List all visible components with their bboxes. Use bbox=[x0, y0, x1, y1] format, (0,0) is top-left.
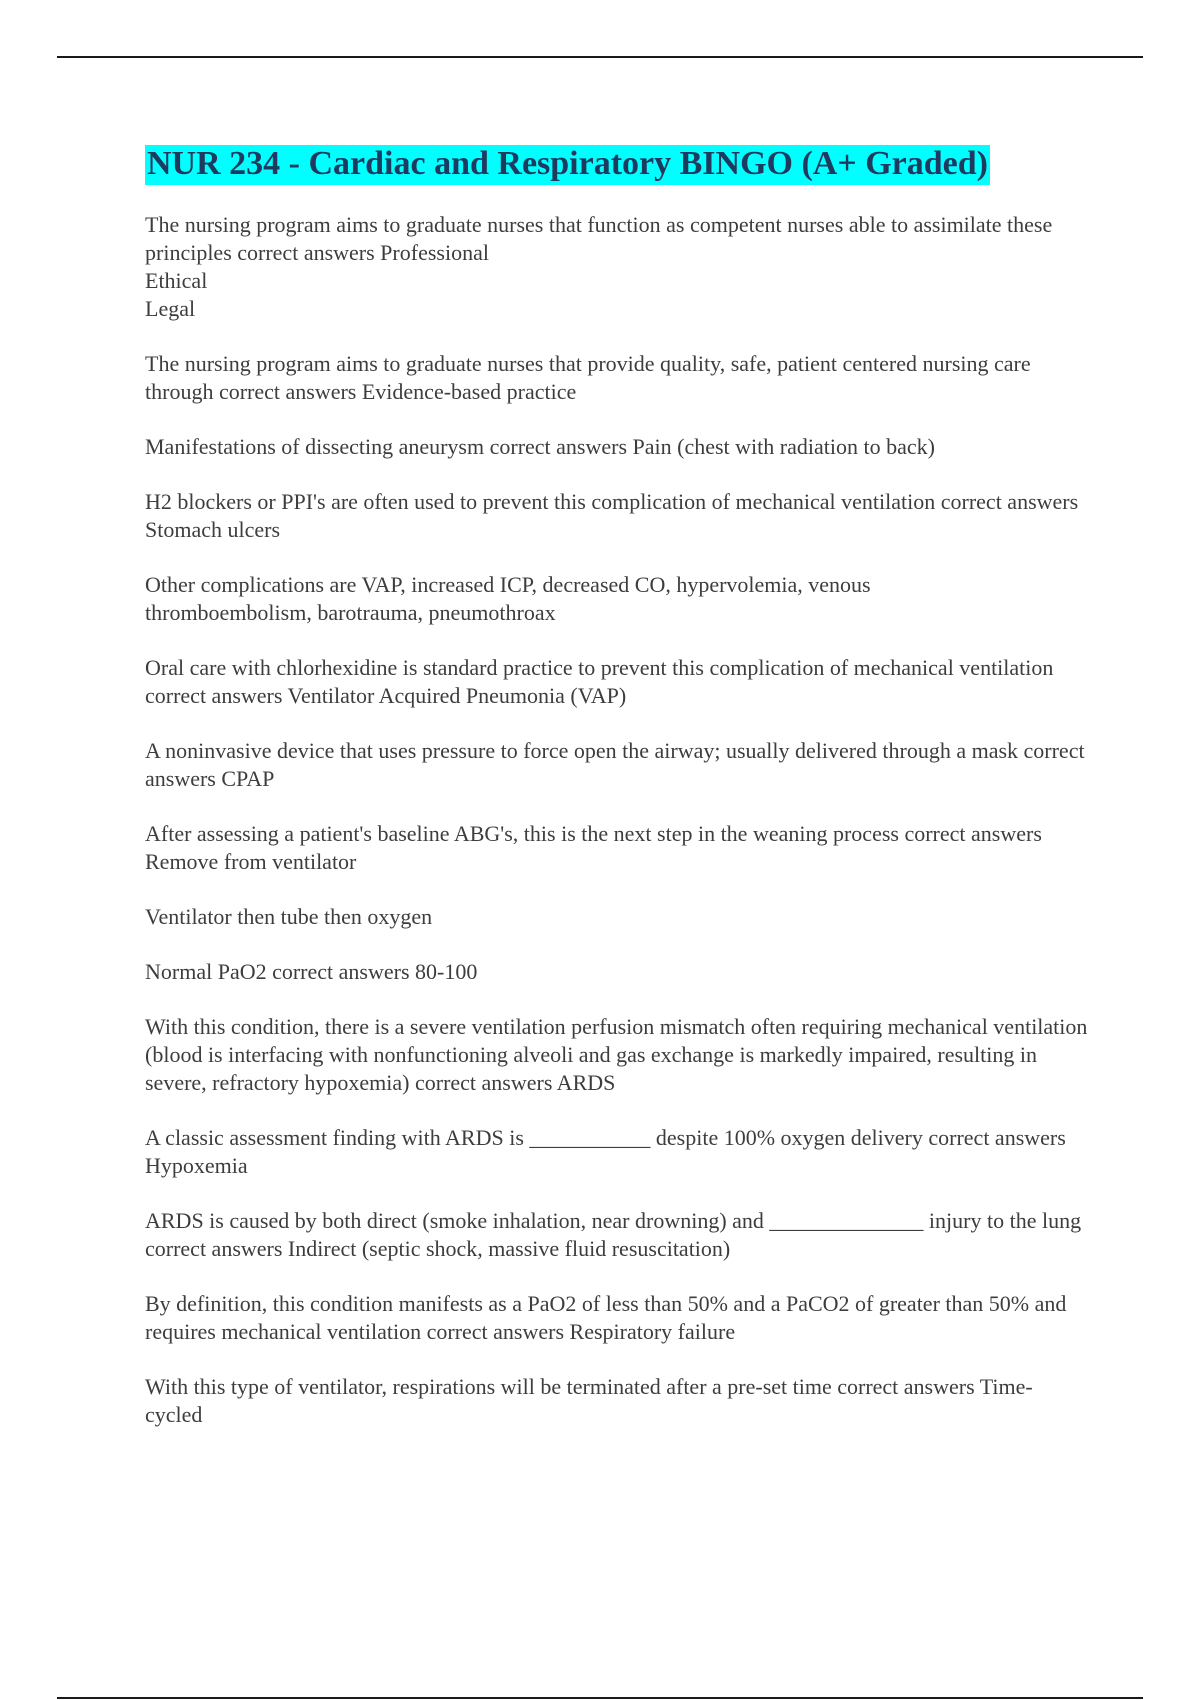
document-title: NUR 234 - Cardiac and Respiratory BINGO (A+ Graded) bbox=[145, 145, 990, 185]
title-wrapper bbox=[145, 145, 1090, 185]
qa-text: After assessing a patient's baseline ABG's, this is the next step in the weaning process correct answers Remove from ventilator bbox=[145, 821, 1042, 874]
qa-item-3 bbox=[145, 433, 1090, 461]
qa-text: A classic assessment finding with ARDS is ___________ despite 100% oxygen delivery correct answers Hypoxemia bbox=[145, 1125, 1066, 1178]
qa-item-14 bbox=[145, 1290, 1090, 1346]
qa-item-1 bbox=[145, 211, 1090, 323]
qa-item-13 bbox=[145, 1207, 1090, 1263]
qa-item-15 bbox=[145, 1373, 1090, 1429]
qa-item-8 bbox=[145, 820, 1090, 876]
qa-item-6 bbox=[145, 654, 1090, 710]
qa-text: ARDS is caused by both direct (smoke inhalation, near drowning) and ______________ injury to the lung correct answers Indirect (septic shock, massive fluid resuscitation) bbox=[145, 1208, 1082, 1261]
qa-item-12 bbox=[145, 1124, 1090, 1180]
qa-text: Ethical bbox=[145, 268, 208, 293]
qa-item-5 bbox=[145, 571, 1090, 627]
qa-text: Other complications are VAP, increased ICP, decreased CO, hypervolemia, venous thromboembolism, barotrauma, pneumothroax bbox=[145, 572, 871, 625]
qa-item-4 bbox=[145, 488, 1090, 544]
qa-text: Legal bbox=[145, 296, 196, 321]
qa-text: The nursing program aims to graduate nurses that provide quality, safe, patient centered nursing care through correct answers Evidence-based practice bbox=[145, 351, 1031, 404]
qa-text: By definition, this condition manifests as a PaO2 of less than 50% and a PaCO2 of greater than 50% and requires mechanical ventilation correct answers Respiratory failure bbox=[145, 1291, 1067, 1344]
bottom-rule bbox=[57, 1697, 1143, 1699]
qa-item-2 bbox=[145, 350, 1090, 406]
qa-item-11 bbox=[145, 1013, 1090, 1097]
qa-text: The nursing program aims to graduate nurses that function as competent nurses able to assimilate these principles correct answers Professional bbox=[145, 212, 1053, 265]
qa-item-10 bbox=[145, 958, 1090, 986]
qa-text: Oral care with chlorhexidine is standard practice to prevent this complication of mechanical ventilation correct answers Ventilator Acquired Pneumonia (VAP) bbox=[145, 655, 1054, 708]
qa-item-7 bbox=[145, 737, 1090, 793]
document-body bbox=[145, 145, 1090, 1456]
qa-text: With this type of ventilator, respirations will be terminated after a pre-set time correct answers Time-cycled bbox=[145, 1374, 1033, 1427]
qa-text: Ventilator then tube then oxygen bbox=[145, 904, 433, 929]
qa-item-9 bbox=[145, 903, 1090, 931]
qa-text: With this condition, there is a severe ventilation perfusion mismatch often requiring mechanical ventilation (blood is interfacing with nonfunctioning alveoli and gas exchange is markedly impaired, resulting in severe, refractory hypoxemia) correct answers ARDS bbox=[145, 1014, 1088, 1095]
qa-text: H2 blockers or PPI's are often used to prevent this complication of mechanical ventilation correct answers Stomach ulcers bbox=[145, 489, 1079, 542]
qa-text: Normal PaO2 correct answers 80-100 bbox=[145, 959, 478, 984]
top-rule bbox=[57, 56, 1143, 58]
qa-text: A noninvasive device that uses pressure to force open the airway; usually delivered through a mask correct answers CPAP bbox=[145, 738, 1085, 791]
qa-text: Manifestations of dissecting aneurysm correct answers Pain (chest with radiation to back) bbox=[145, 434, 935, 459]
